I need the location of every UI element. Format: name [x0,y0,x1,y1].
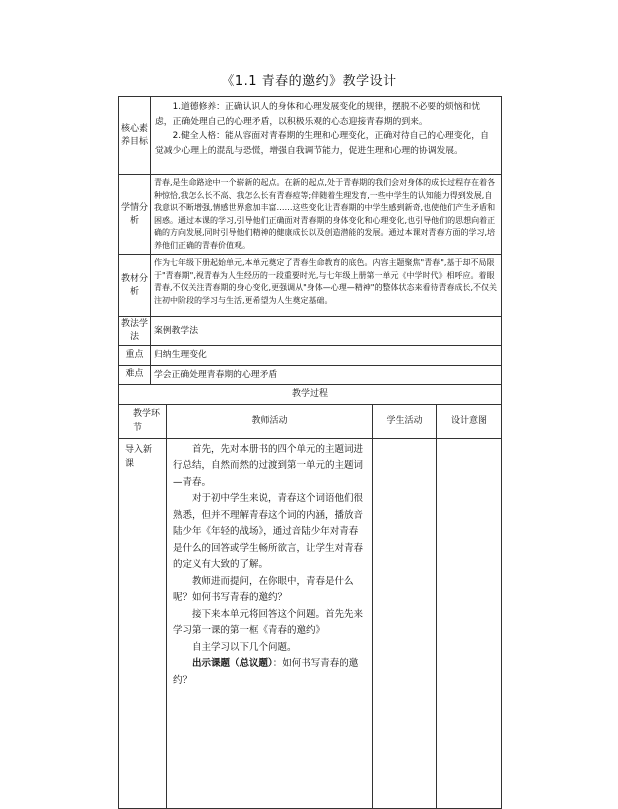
teacher-paragraph: 对于初中学生来说，青春这个词语他们很熟悉，但并不理解青春这个词的内涵，播放音陆少年《年轻的战场》，通过音陆少年对青春是什么的回答或学生畅所欲言，让学生对青春的定义有大致的了解。 [173,493,364,570]
label-method: 教法学法 [119,317,151,346]
row-material-analysis [119,255,502,317]
row-key-point [119,346,502,366]
process-title: 教学过程 [119,385,502,405]
student-activity-cell [373,438,437,808]
document-title: 《1.1 青春的邀约》教学设计 [221,74,397,89]
lesson-plan-table [118,96,502,809]
student-analysis-text: 青春,是生命路途中一个崭新的起点。在新的起点,处于青春期的我们会对身体的成长过程存在着各种惊恰,我怎么长不高、我怎么长有青春痘等;伴随着生理发育,一些中学生的认知能力得到发展,自我意识不断增强,情感世界愈加丰富……这些变化让青春期的中学生感到新奇,也使他们产生矛盾和困惑。通过本课的学习,引导他们正确面对青春期的身体变化和心理变化,也引导他们的思想向着正确的方向发展,同时引导他们精神的健康成长以及创造潜能的发展。通过本课对青春方面的学习,培养他们正确的青春价值观。 [151,175,502,255]
label-student-analysis: 学情分析 [119,175,151,255]
material-analysis-text: 作为七年级下册起始单元,本单元奠定了青春生命教育的底色。内容主题聚焦"青春",基于却不局限于"青春期",视青春为人生经历的一段重要时光,与七年级上册第一单元《中学时代》相呼应。着眼青春,不仅关注青春期的身心变化,更强调从"身体—心理—精神"的整体状态来看待青春成长,不仅关注初中阶段的学习与生活,更希望为人生奠定基础。 [151,255,502,317]
label-key-point: 重点 [119,346,151,366]
teacher-paragraph: 教师进而提问，在你眼中，青春是什么呢？如何书写青春的邀约？ [173,575,354,603]
topic-text: ：如何书写青春的邀约？ [173,658,359,686]
row-method [119,317,502,346]
row-core-goals [119,97,502,175]
difficult-point-text: 学会正确处理青春期的心理矛盾 [151,365,502,385]
topic-line [173,656,366,689]
label-material-analysis: 教材分析 [119,255,151,317]
key-point-text: 归纳生理变化 [151,346,502,366]
label-difficult-point: 难点 [119,365,151,385]
header-intent: 设计意图 [437,404,502,438]
header-student: 学生活动 [373,404,437,438]
topic-label: 出示课题（总议题） [192,658,273,669]
core-goal-2: 2.健全人格：能从容面对青春期的生理和心理变化，正确对待自己的心理变化，自觉减少心理上的混乱与恐慌，增强自我调节能力，促进生理和心理的协调发展。 [155,131,489,156]
teacher-activity [167,438,373,808]
header-teacher: 教师活动 [167,404,373,438]
row-process-headers [119,404,502,438]
stage-intro: 导入新课 [119,438,167,808]
teacher-paragraph: 首先，先对本册书的四个单元的主题词进行总结，自然而然的过渡到第一单元的主题词—青春。 [173,443,364,488]
row-intro [119,438,502,808]
label-core-goals: 核心素养目标 [119,97,151,175]
row-difficult-point [119,365,502,385]
teacher-paragraph: 接下来本单元将回答这个问题。首先先来学习第一课的第一框《青春的邀约》 [173,608,364,636]
core-goal-1: 1.道德修养：正确认识人的身体和心理发展变化的规律，摆脱不必要的烦恼和忧虑，正确处理自己的心理矛盾，以积极乐观的心态迎接青春期的到来。 [155,102,481,127]
row-student-analysis [119,175,502,255]
method-text: 案例教学法 [151,317,502,346]
row-process-title [119,385,502,405]
header-stage: 教学环节 [119,404,167,438]
teacher-paragraph: 自主学习以下几个问题。 [192,641,297,653]
design-intent-cell [437,438,502,808]
